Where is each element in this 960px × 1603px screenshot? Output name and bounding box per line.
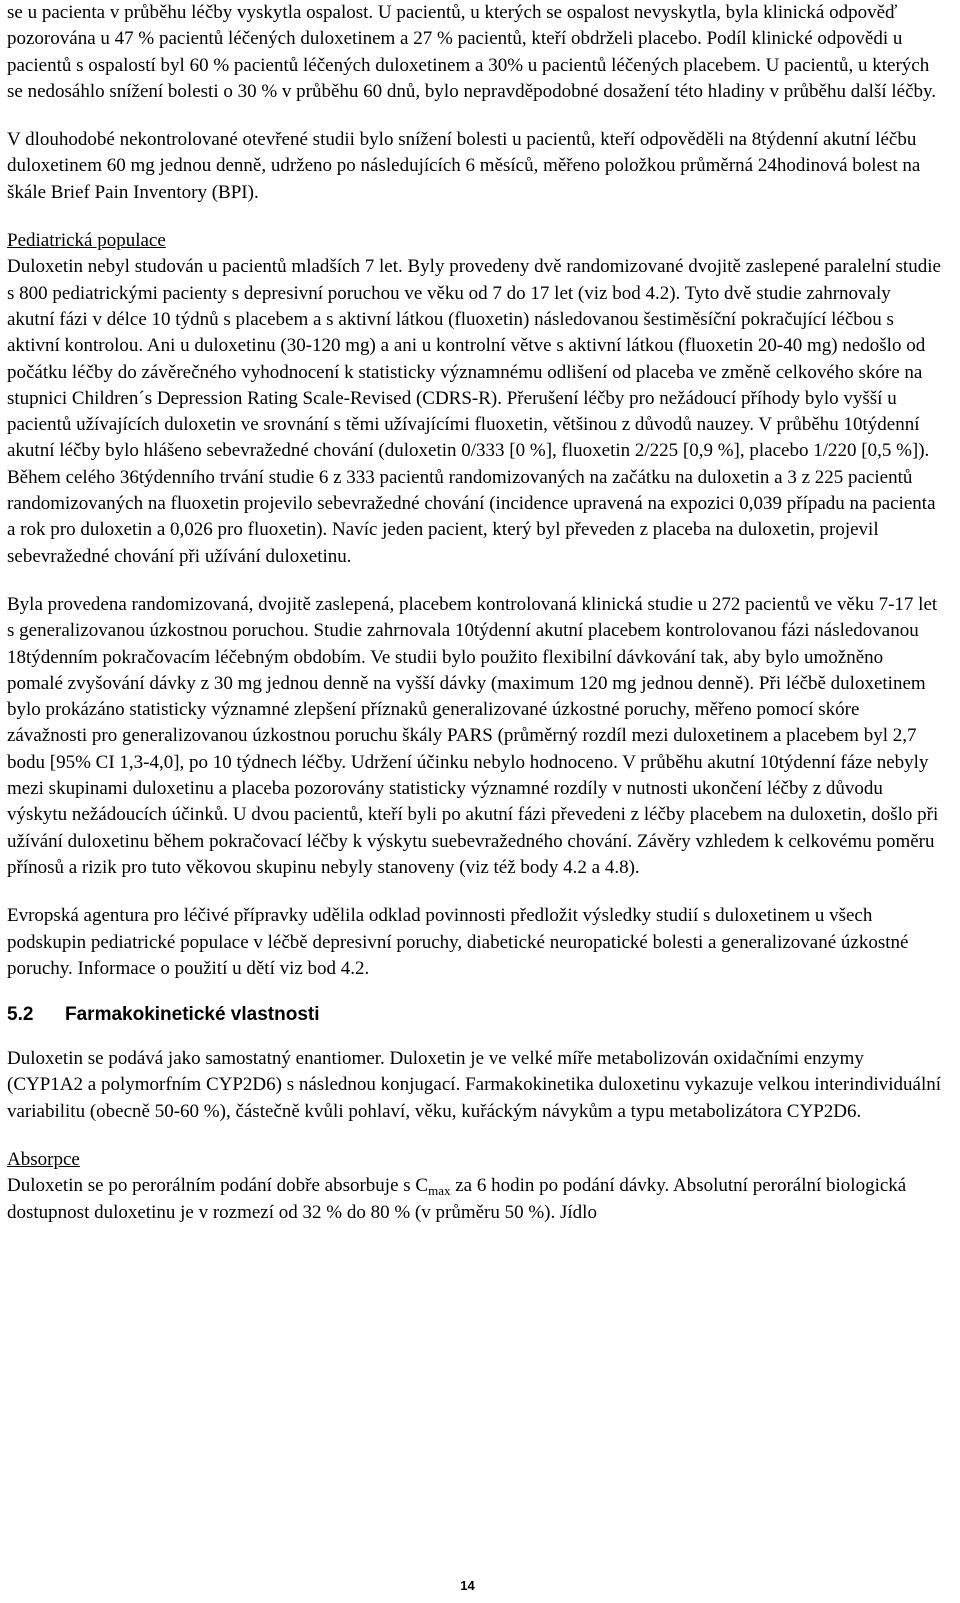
paragraph-somnolence-response: se u pacienta v průběhu léčby vyskytla ospalost. U pacientů, u kterých se ospalost nevyskytla, byla klinická odpověď pozorována u 47 % pacientů léčených duloxetinem a 27 % pacientů, kteří obdrželi placebo. Podíl klinické odpovědi u pacientů s ospalostí byl 60 % pacientů léčených duloxetinem a 30% u pacientů léčených placebem. U pacientů, u kterých se nedosáhlo snížení bolesti o 30 % v průběhu 60 dnů, bylo nepravděpodobné dosažení této hladiny v průběhu další léčby. xyxy=(7,2,937,102)
absorption-text-end: za 6 hodin po podání dávky. Absolutní perorální biologická dostupnost duloxetinu je v rozmezí od 32 % do 80 % (v průměru 50 %). Jídlo xyxy=(7,1175,907,1223)
subheading-pediatric-population: Pediatrická populace xyxy=(7,230,166,252)
document-page xyxy=(7,0,942,1226)
section-heading-pharmacokinetics xyxy=(7,1002,942,1028)
paragraph-absorption xyxy=(7,1173,942,1226)
subheading-absorption: Absorpce xyxy=(7,1148,80,1170)
paragraph-long-term-study: V dlouhodobé nekontrolované otevřené studii bylo snížení bolesti u pacientů, kteří odpověděli na 8týdenní akutní léčbu duloxetinem 60 mg jednou denně, udrženo po následujících 6 měsíců, měřeno položkou průměrná 24hodinová bolest na škále Brief Pain Inventory (BPI). xyxy=(7,129,921,203)
page-number: 14 xyxy=(460,1578,475,1593)
section-number: 5.2 xyxy=(7,1004,34,1026)
paragraph-pediatric-anxiety-study: Byla provedena randomizovaná, dvojitě zaslepená, placebem kontrolovaná klinická studie u 272 pacientů ve věku 7-17 let s generalizovanou úzkostnou poruchou. Studie zahrnovala 10týdenní akutní placebem kontrolovanou fázi následovanou 18týdenním pokračovacím léčebným obdobím. Ve studii bylo použito flexibilní dávkování tak, aby bylo umožněno pomalé zvyšování dávky z 30 mg jednou denně na vyšší dávky (maximum 120 mg jednou denně). Při léčbě duloxetinem bylo prokázáno statisticky významné zlepšení příznaků generalizované úzkostné poruchy, měřeno pomocí skóre závažnosti pro generalizovanou úzkostnou poruchu škály PARS (průměrný rozdíl mezi duloxetinem a placebem byl 2,7 bodu [95% CI 1,3-4,0], po 10 týdnech léčby. Udržení účinku nebylo hodnoceno. V průběhu akutní 10týdenní fáze nebyly mezi skupinami duloxetinu a placeba pozorovány statisticky významné rozdíly v nutnosti ukončení léčby z důvodu výskytu nežádoucích účinků. U dvou pacientů, kteří byli po akutní fázi převedeni z léčby placebem na duloxetin, došlo při užívání duloxetinu během pokračovací léčby k výskytu suebevražedného chování. Závěry vzhledem k celkovému poměru přínosů a rizik pro tuto věkovou skupinu nebyly stanoveny (viz též body 4.2 a 4.8). xyxy=(7,593,939,878)
paragraph-enantiomer-metabolism: Duloxetin se podává jako samostatný enantiomer. Duloxetin je ve velké míře metabolizován oxidačními enzymy (CYP1A2 a polymorfním CYP2D6) s následnou konjugací. Farmakokinetika duloxetinu vykazuje velkou interindividuální variabilitu (obecně 50-60 %), částečně kvůli pohlaví, věku, kuřáckým návykům a typu metabolizátora CYP2D6. xyxy=(7,1048,942,1122)
cmax-subscript: max xyxy=(428,1183,451,1199)
section-title: Farmakokinetické vlastnosti xyxy=(65,1004,320,1026)
paragraph-ema-waiver: Evropská agentura pro léčivé přípravky udělila odklad povinnosti předložit výsledky studií s duloxetinem u všech podskupin pediatrické populace v léčbě depresivní poruchy, diabetické neuropatické bolesti a generalizované úzkostné poruchy. Informace o použití u dětí viz bod 4.2. xyxy=(7,905,909,979)
paragraph-pediatric-depression-studies: Duloxetin nebyl studován u pacientů mladších 7 let. Byly provedeny dvě randomizované dvojitě zaslepené paralelní studie s 800 pediatrickými pacienty s depresivní poruchou ve věku od 7 do 17 let (viz bod 4.2). Tyto dvě studie zahrnovaly akutní fázi v délce 10 týdnů s placebem a s aktivní látkou (fluoxetin) následovanou šestiměsíční pokračující léčbou s aktivní kontrolou. Ani u duloxetinu (30-120 mg) a ani u kontrolní větve s aktivní látkou (fluoxetin 20-40 mg) nedošlo od počátku léčby do závěrečného vyhodnocení k statisticky významnému odlišení od placeba ve změně celkového skóre na stupnici Children´s Depression Rating Scale-Revised (CDRS-R). Přerušení léčby pro nežádoucí příhody bylo vyšší u pacientů užívajících duloxetin ve srovnání s těmi užívajícími fluoxetin, většinou z důvodů nauzey. V průběhu 10týdenní akutní léčby bylo hlášeno sebevražedné chování (duloxetin 0/333 [0 %], fluoxetin 2/225 [0,9 %], placebo 1/220 [0,5 %]). Během celého 36týdenního trvání studie 6 z 333 pacientů randomizovaných na začátku na duloxetin a 3 z 225 pacientů randomizovaných na fluoxetin projevilo sebevražedné chování (incidence upravená na expozici 0,039 případu na pacienta a rok pro duloxetin a 0,026 pro fluoxetin). Navíc jeden pacient, který byl převeden z placeba na duloxetin, projevil sebevražedné chování při užívání duloxetinu. xyxy=(7,256,941,567)
absorption-text-start: Duloxetin se po perorálním podání dobře absorbuje s C xyxy=(7,1175,429,1197)
